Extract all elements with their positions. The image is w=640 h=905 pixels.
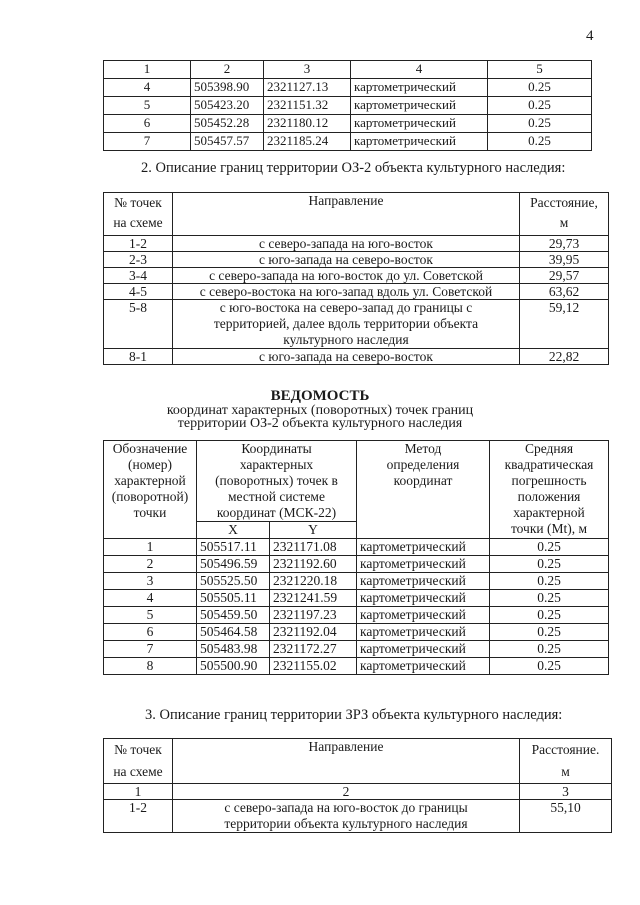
table-row (104, 236, 609, 252)
method-cell: картометрический (357, 607, 490, 624)
section-2-heading: 2. Описание границ территории ОЗ-2 объекта культурного наследия: (141, 160, 566, 176)
y-cell: 2321241.59 (270, 590, 357, 607)
point-cell: 4 (104, 590, 197, 607)
column-number: 1 (104, 784, 173, 800)
distance-header-line: Расстояние, (530, 195, 598, 210)
direction-cell: с юго-запада на северо-восток (173, 349, 520, 365)
table-row (104, 539, 609, 556)
x-cell: 505496.59 (197, 556, 270, 573)
method-cell: картометрический (351, 79, 488, 97)
y-cell: 2321172.27 (270, 641, 357, 658)
direction-cell: с юго-запада на северо-восток (173, 252, 520, 268)
x-cell: 505459.50 (197, 607, 270, 624)
table-row (104, 115, 592, 133)
mean-square-error-header (490, 441, 609, 539)
header-cell: 2 (191, 61, 264, 79)
point-cell: 3-4 (104, 268, 173, 284)
points-header-line: № точек (114, 195, 162, 210)
error-cell: 0.25 (488, 115, 592, 133)
method-cell: картометрический (351, 115, 488, 133)
table-header-row (104, 739, 612, 784)
coordinates-header (197, 441, 357, 522)
distance-header-line: Расстояние. (531, 742, 600, 757)
point-cell: 6 (104, 115, 191, 133)
header-line: характерной (114, 473, 186, 488)
direction-line: территорией, далее вдоль территории объекта (213, 316, 479, 331)
x-cell: 505398.90 (191, 79, 264, 97)
header-line: Средняя (524, 441, 574, 456)
coordinates-table-oz2 (103, 440, 609, 675)
header-line: характерных (239, 457, 314, 472)
table-row (104, 284, 609, 300)
error-cell: 0.25 (490, 590, 609, 607)
header-line: Метод (404, 441, 442, 456)
table-row (104, 349, 609, 365)
distance-cell: 29,57 (520, 268, 609, 284)
direction-line: культурного наследия (283, 332, 409, 347)
vedomost-subtitle-line-2: территории ОЗ-2 объекта культурного наследия (177, 416, 463, 431)
points-header (104, 739, 173, 784)
method-header (357, 441, 490, 539)
table-row (104, 590, 609, 607)
y-cell: 2321180.12 (264, 115, 351, 133)
header-line: положения (517, 489, 581, 504)
y-cell: 2321185.24 (264, 133, 351, 151)
error-cell: 0.25 (488, 97, 592, 115)
y-cell: 2321192.60 (270, 556, 357, 573)
header-line: (поворотной) (111, 489, 189, 504)
column-number: 2 (173, 784, 520, 800)
error-cell: 0.25 (488, 133, 592, 151)
error-cell: 0.25 (490, 641, 609, 658)
table-header-row (104, 61, 592, 79)
point-cell: 3 (104, 573, 197, 590)
distance-cell: 39,95 (520, 252, 609, 268)
point-cell: 8 (104, 658, 197, 675)
table-row (104, 573, 609, 590)
table-header-row (104, 193, 609, 236)
points-header-line: № точек (114, 742, 162, 757)
coordinates-table-continuation (103, 60, 592, 151)
header-cell: 3 (264, 61, 351, 79)
table-row (104, 624, 609, 641)
error-cell: 0.25 (490, 556, 609, 573)
y-cell: 2321127.13 (264, 79, 351, 97)
section-3-heading: 3. Описание границ территории ЗРЗ объекта культурного наследия: (145, 707, 563, 723)
table-row (104, 97, 592, 115)
distance-header-line: м (561, 764, 570, 779)
method-cell: картометрический (357, 641, 490, 658)
table-row (104, 556, 609, 573)
page-number: 4 (586, 28, 594, 44)
method-cell: картометрический (357, 658, 490, 675)
point-designation-header (104, 441, 197, 539)
x-cell: 505452.28 (191, 115, 264, 133)
points-header (104, 193, 173, 236)
table-row (104, 268, 609, 284)
distance-cell: 55,10 (520, 800, 612, 833)
header-line: (номер) (128, 457, 172, 472)
y-cell: 2321171.08 (270, 539, 357, 556)
points-header-line: на схеме (113, 764, 163, 779)
column-number: 3 (520, 784, 612, 800)
y-header: Y (270, 522, 357, 539)
header-cell: 4 (351, 61, 488, 79)
table-row (104, 658, 609, 675)
method-cell: картометрический (357, 624, 490, 641)
x-cell: 505525.50 (197, 573, 270, 590)
error-cell: 0.25 (490, 607, 609, 624)
method-cell: картометрический (357, 556, 490, 573)
header-line: Обозначение (112, 441, 188, 456)
point-cell: 1-2 (104, 236, 173, 252)
header-line: Координаты (241, 441, 312, 456)
vedomost-subtitle-line-1: координат характерных (поворотных) точек границ (166, 403, 474, 418)
header-line: квадратическая (504, 457, 594, 472)
method-cell: картометрический (357, 573, 490, 590)
distance-header-line: м (559, 215, 569, 230)
point-cell: 4 (104, 79, 191, 97)
direction-cell: с северо-запада на юго-восток (173, 236, 520, 252)
header-line: координат (393, 473, 453, 488)
method-cell: картометрический (357, 539, 490, 556)
table-header-row (104, 441, 609, 522)
direction-line: территории объекта культурного наследия (224, 816, 468, 831)
header-cell: 1 (104, 61, 191, 79)
distance-cell: 59,12 (520, 300, 609, 349)
y-cell: 2321155.02 (270, 658, 357, 675)
y-cell: 2321151.32 (264, 97, 351, 115)
point-cell: 6 (104, 624, 197, 641)
direction-header: Направление (173, 193, 520, 236)
method-cell: картометрический (351, 133, 488, 151)
method-cell: картометрический (357, 590, 490, 607)
error-cell: 0.25 (490, 573, 609, 590)
y-cell: 2321197.23 (270, 607, 357, 624)
table-row (104, 300, 609, 349)
point-cell: 5 (104, 97, 191, 115)
direction-line: с юго-востока на северо-запад до границы с (219, 300, 473, 315)
direction-cell (173, 300, 520, 349)
point-cell: 2 (104, 556, 197, 573)
header-line: местной системе (228, 489, 325, 504)
point-cell: 2-3 (104, 252, 173, 268)
points-header-line: на схеме (113, 215, 163, 230)
y-cell: 2321220.18 (270, 573, 357, 590)
header-line: погрешность (511, 473, 587, 488)
point-cell: 8-1 (104, 349, 173, 365)
distance-cell: 22,82 (520, 349, 609, 365)
method-cell: картометрический (351, 97, 488, 115)
direction-line: с северо-запада на юго-восток до границы (224, 800, 468, 815)
header-line: точки (133, 505, 167, 520)
header-line: координат (МСК-22) (216, 505, 337, 520)
header-line: характерной (513, 505, 585, 520)
header-line: точки (Mt), м (510, 521, 588, 536)
direction-cell (173, 800, 520, 833)
x-header: X (197, 522, 270, 539)
error-cell: 0.25 (488, 79, 592, 97)
direction-cell: с северо-востока на юго-запад вдоль ул. Советской (173, 284, 520, 300)
error-cell: 0.25 (490, 539, 609, 556)
header-line: (поворотных) точек в (215, 473, 338, 488)
table-numbers-row (104, 784, 612, 800)
point-cell: 7 (104, 641, 197, 658)
x-cell: 505464.58 (197, 624, 270, 641)
distance-cell: 63,62 (520, 284, 609, 300)
point-cell: 7 (104, 133, 191, 151)
distance-header (520, 739, 612, 784)
header-line: определения (386, 457, 460, 472)
distance-header (520, 193, 609, 236)
table-row (104, 79, 592, 97)
x-cell: 505505.11 (197, 590, 270, 607)
y-cell: 2321192.04 (270, 624, 357, 641)
table-row (104, 133, 592, 151)
boundary-description-table-oz2 (103, 192, 609, 365)
header-cell: 5 (488, 61, 592, 79)
table-row (104, 800, 612, 833)
table-row (104, 252, 609, 268)
point-cell: 5 (104, 607, 197, 624)
x-cell: 505517.11 (197, 539, 270, 556)
x-cell: 505483.98 (197, 641, 270, 658)
direction-cell: с северо-запада на юго-восток до ул. Советской (173, 268, 520, 284)
point-cell: 5-8 (104, 300, 173, 349)
table-row (104, 641, 609, 658)
point-cell: 1 (104, 539, 197, 556)
error-cell: 0.25 (490, 658, 609, 675)
boundary-description-table-zrz (103, 738, 612, 833)
x-cell: 505500.90 (197, 658, 270, 675)
x-cell: 505423.20 (191, 97, 264, 115)
table-row (104, 607, 609, 624)
direction-header: Направление (173, 739, 520, 784)
point-cell: 4-5 (104, 284, 173, 300)
vedomost-title: ВЕДОМОСТЬ (270, 388, 370, 404)
error-cell: 0.25 (490, 624, 609, 641)
distance-cell: 29,73 (520, 236, 609, 252)
point-cell: 1-2 (104, 800, 173, 833)
x-cell: 505457.57 (191, 133, 264, 151)
